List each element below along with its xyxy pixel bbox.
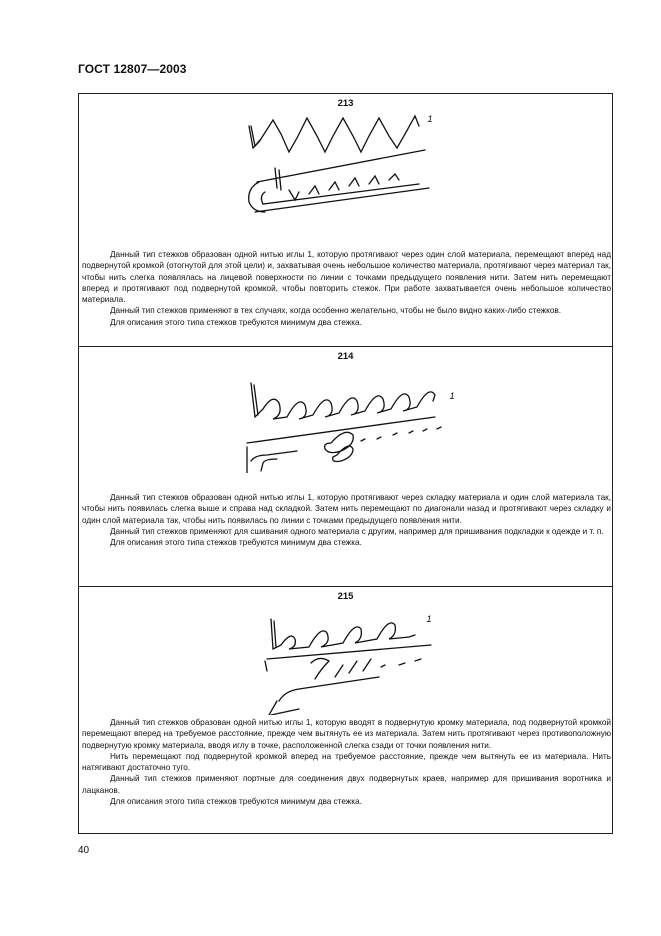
paragraph: Данный тип стежков применяют в тех случаях, когда особенно желательно, чтобы не было видно каких-либо стежков. (110, 306, 561, 316)
paragraph: Данный тип стежков применяют для сшивания одного материала с другим, например для пришивания подкладки к одежде и т. п. (110, 526, 604, 536)
stitch-description (82, 717, 611, 807)
paragraph: Для описания этого типа стежков требуются минимум два стежка. (110, 317, 362, 327)
stitch-description (82, 249, 611, 328)
thread-label: 1 (426, 614, 432, 625)
stitch-types-table (78, 93, 613, 834)
stitch-diagram-215 (259, 605, 439, 715)
paragraph: Данный тип стежков применяют портные для соединения двух подвернутых краев, например для пришивания воротника и лацканов. (82, 774, 611, 795)
paragraph: Данный тип стежков образован одной нитью иглы 1, которую протягивают через один слой материала, перемещают вперед над подвернутой кромкой (отогнутой для этой цели) и, захватывая очень небольшое количество материала, протягивают через материал так, чтобы нить слегка появлялась на лицевой поверхности по линии с точками предыдущего появления нити. Затем нить перемещают вперед и протягивают под подвернутой кромкой, чтобы повторить стежок. При работе захватывается очень небольшое количество материала. (82, 250, 611, 305)
paragraph: Для описания этого типа стежков требуются минимум два стежка. (110, 797, 362, 807)
stitch-section-214 (79, 346, 612, 586)
stitch-description (82, 492, 611, 548)
page-number: 40 (78, 845, 90, 856)
stitch-section-213 (79, 94, 612, 346)
paragraph: Для описания этого типа стежков требуются минимум два стежка. (110, 538, 362, 548)
paragraph: Нить перемещают под подвернутой кромкой вперед на требуемое расстояние, прежде чем вытянуть ее из материала. Нить натягивают достаточно туго. (82, 751, 611, 773)
stitch-diagram-213 (229, 108, 449, 218)
paragraph: Данный тип стежков образован одной нитью иглы 1, которую вводят в подвернутую кромку материала, под подвернутой кромкой перемещают вперед на требуемое расстояние, прежде чем вытянуть ее из материала. Затем нить протягивают через противоположную подвернутую кромку материала, вводя иглу в точке, расположенной слегка сзади от точки появления нити. (82, 718, 611, 750)
stitch-number: 215 (337, 591, 354, 602)
stitch-diagram-214 (237, 363, 457, 473)
stitch-section-215 (79, 586, 612, 835)
thread-label: 1 (427, 114, 433, 125)
stitch-number: 213 (337, 98, 354, 109)
document-header: ГОСТ 12807—2003 (78, 62, 187, 76)
thread-label: 1 (449, 391, 455, 402)
paragraph: Данный тип стежков образован одной нитью иглы 1, которую протягивают через складку материала и один слой материала так, чтобы нить появилась слегка выше и справа над складкой. Затем нить перемещают по диагонали назад и протягивают через складку и один слой материала так, чтобы нить появилась по линии с точками предыдущего появления нити. (82, 493, 611, 525)
stitch-number: 214 (337, 351, 354, 362)
